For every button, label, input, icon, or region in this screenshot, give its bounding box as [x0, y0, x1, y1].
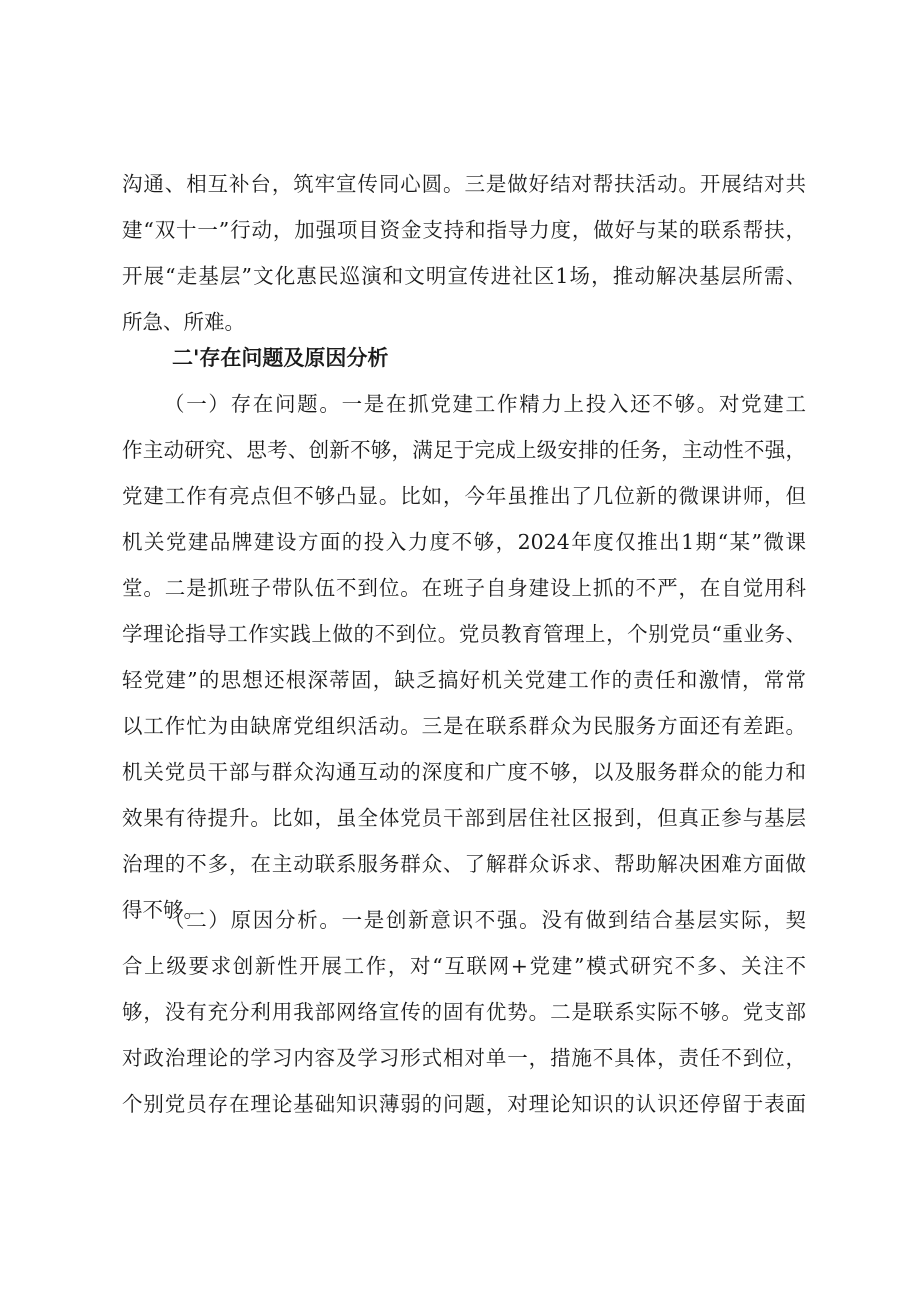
- text-line: 沟通、相互补台，筑牢宣传同心圆。三是做好结对帮扶活动。开展结对共: [122, 172, 806, 196]
- text-line: 建“双十一”行动，加强项目资金支持和指导力度，做好与某的联系帮扶，: [122, 218, 806, 242]
- text-line: 对政治理论的学习内容及学习形式相对单一，措施不具体，责任不到位，: [122, 1046, 806, 1070]
- section-heading: 二'存在问题及原因分析: [172, 346, 389, 370]
- text-line: 轻党建”的思想还根深蒂固，缺乏搞好机关党建工作的责任和激情，常常: [122, 668, 806, 692]
- text-line: 机关党建品牌建设方面的投入力度不够，2024年度仅推出1期“某”微课: [122, 530, 806, 554]
- text-line: 作主动研究、思考、创新不够，满足于完成上级安排的任务，主动性不强，: [122, 438, 806, 462]
- text-line: 学理论指导工作实践上做的不到位。党员教育管理上，个别党员“重业务、: [122, 622, 806, 646]
- text-line: 堂。二是抓班子带队伍不到位。在班子自身建设上抓的不严，在自觉用科: [122, 576, 806, 600]
- text-line: 够，没有充分利用我部网络宣传的固有优势。二是联系实际不够。党支部: [122, 1000, 806, 1024]
- text-line: 得不够。: [122, 898, 204, 922]
- text-line: 党建工作有亮点但不够凸显。比如，今年虽推出了几位新的微课讲师，但: [122, 484, 806, 508]
- text-line: （二）原因分析。一是创新意识不强。没有做到结合基层实际，契: [164, 908, 806, 932]
- text-line: 开展“走基层”文化惠民巡演和文明宣传进社区1场，推动解决基层所需、: [122, 264, 806, 288]
- text-line: 以工作忙为由缺席党组织活动。三是在联系群众为民服务方面还有差距。: [122, 714, 806, 738]
- paragraph-1: [122, 161, 806, 345]
- text-line: 治理的不多，在主动联系服务群众、了解群众诉求、帮助解决困难方面做: [122, 852, 806, 876]
- text-line: 合上级要求创新性开展工作，对“互联网+党建”模式研究不多、关注不: [122, 954, 806, 978]
- paragraph-3: [122, 897, 806, 1127]
- text-line: 效果有待提升。比如，虽全体党员干部到居住社区报到，但真正参与基层: [122, 806, 806, 830]
- text-line: 个别党员存在理论基础知识薄弱的问题，对理论知识的认识还停留于表面: [122, 1092, 806, 1116]
- text-line: 所急、所难。: [122, 310, 245, 334]
- text-line: （一）存在问题。一是在抓党建工作精力上投入还不够。对党建工: [164, 392, 806, 416]
- paragraph-2: [122, 381, 806, 933]
- text-line: 机关党员干部与群众沟通互动的深度和广度不够，以及服务群众的能力和: [122, 760, 806, 784]
